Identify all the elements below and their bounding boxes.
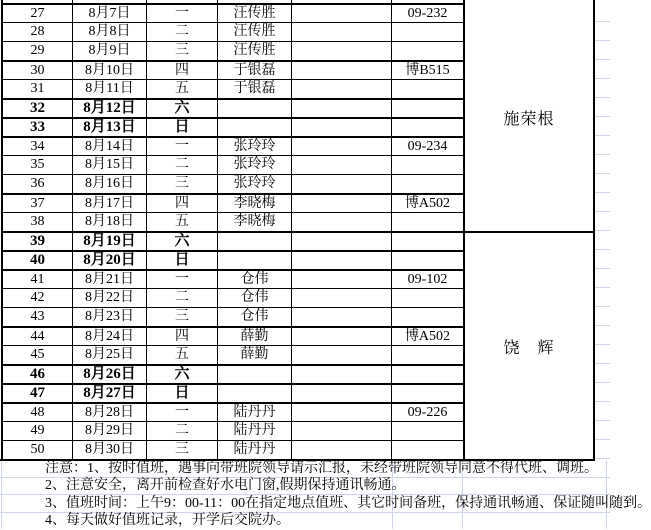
cell-row-number[interactable]: 38 <box>3 213 73 231</box>
table-row <box>3 174 463 193</box>
cell-date[interactable]: 8月25日 <box>73 346 147 364</box>
cell-date[interactable]: 8月17日 <box>73 195 147 212</box>
cell-person[interactable]: 张玲玲 <box>218 156 292 174</box>
cell-date[interactable]: 8月7日 <box>73 5 147 22</box>
cell-room[interactable]: 09-226 <box>392 404 463 421</box>
cell-empty[interactable] <box>292 5 392 22</box>
table-row <box>3 98 463 117</box>
cell-person[interactable]: 汪传胜 <box>218 5 292 22</box>
cell-date[interactable]: 8月18日 <box>73 213 147 231</box>
note-line[interactable]: 注意：1、按时值班，遇事向带班院领导请示汇报，未经带班院领导同意不得代班、调班。 <box>0 460 610 478</box>
cell-weekday[interactable]: 一 <box>147 404 218 421</box>
cell-room[interactable]: 博A502 <box>392 328 463 345</box>
cell-person[interactable]: 张玲玲 <box>218 138 292 155</box>
cell-date[interactable] <box>73 0 147 3</box>
cell-row-number[interactable]: 49 <box>3 422 73 440</box>
cell-empty[interactable] <box>292 23 392 41</box>
cell-date[interactable]: 8月26日 <box>73 366 147 383</box>
cell-date[interactable]: 8月10日 <box>73 62 147 79</box>
cell-empty[interactable] <box>292 100 392 117</box>
table-row <box>3 307 463 326</box>
cell-person[interactable]: 仓伟 <box>218 271 292 288</box>
cell-row-number[interactable]: 47 <box>3 385 73 402</box>
cell-weekday[interactable]: 五 <box>147 213 218 231</box>
cell-row-number[interactable]: 32 <box>3 100 73 117</box>
cell-empty[interactable] <box>292 156 392 174</box>
cell-leader-rao[interactable]: 饶 辉 <box>465 233 593 459</box>
table-row <box>3 212 463 231</box>
cell-row-number[interactable]: 44 <box>3 328 73 345</box>
cell-empty[interactable] <box>292 80 392 98</box>
table-row <box>3 60 463 79</box>
cell-room[interactable] <box>392 80 463 98</box>
cell-empty[interactable] <box>292 422 392 440</box>
cell-row-number[interactable] <box>3 0 73 3</box>
cell-leader-shi[interactable]: 施荣根 <box>465 3 593 231</box>
cell-room[interactable]: 09-232 <box>392 5 463 22</box>
cell-weekday[interactable]: 三 <box>147 308 218 326</box>
cell-room[interactable]: 09-234 <box>392 138 463 155</box>
cell-date[interactable]: 8月23日 <box>73 308 147 326</box>
cell-date[interactable]: 8月27日 <box>73 385 147 402</box>
cell-row-number[interactable]: 27 <box>3 5 73 22</box>
cell-room[interactable]: 博B515 <box>392 62 463 79</box>
cell-empty[interactable] <box>292 195 392 212</box>
cell-room[interactable] <box>392 441 463 459</box>
cell-room[interactable] <box>392 156 463 174</box>
table-row <box>3 364 463 383</box>
cell-weekday[interactable]: 日 <box>147 385 218 402</box>
table-row <box>3 136 463 155</box>
cell-room[interactable] <box>392 346 463 364</box>
cell-person[interactable]: 仓伟 <box>218 289 292 307</box>
notes-section <box>0 460 610 530</box>
cell-room[interactable] <box>392 308 463 326</box>
cell-date[interactable]: 8月22日 <box>73 289 147 307</box>
cell-room[interactable] <box>392 42 463 60</box>
cell-row-number[interactable]: 42 <box>3 289 73 307</box>
cell-person[interactable]: 陆丹丹 <box>218 441 292 459</box>
cell-room[interactable]: 博A502 <box>392 195 463 212</box>
table-row <box>3 3 463 22</box>
cell-date[interactable]: 8月11日 <box>73 80 147 98</box>
cell-date[interactable]: 8月21日 <box>73 271 147 288</box>
cell-weekday[interactable]: 一 <box>147 5 218 22</box>
cell-weekday[interactable]: 四 <box>147 195 218 212</box>
cell-room[interactable] <box>392 385 463 402</box>
cell-weekday[interactable]: 二 <box>147 23 218 41</box>
cell-empty[interactable] <box>292 404 392 421</box>
cell-person[interactable]: 汪传胜 <box>218 23 292 41</box>
cell-date[interactable]: 8月8日 <box>73 23 147 41</box>
cell-empty[interactable] <box>292 233 392 250</box>
cell-row-number[interactable]: 31 <box>3 80 73 98</box>
cell-empty[interactable] <box>292 271 392 288</box>
cell-date[interactable]: 8月12日 <box>73 100 147 117</box>
cell-date[interactable]: 8月9日 <box>73 42 147 60</box>
cell-date[interactable]: 8月19日 <box>73 233 147 250</box>
cell-person[interactable] <box>218 100 292 117</box>
cell-empty[interactable] <box>292 42 392 60</box>
cell-row-number[interactable]: 35 <box>3 156 73 174</box>
cell-row-number[interactable]: 36 <box>3 175 73 193</box>
cell-person[interactable]: 李晓梅 <box>218 213 292 231</box>
cell-empty[interactable] <box>292 62 392 79</box>
cell-room[interactable] <box>392 366 463 383</box>
schedule-table <box>1 0 465 459</box>
cell-weekday[interactable]: 一 <box>147 138 218 155</box>
cell-row-number[interactable]: 37 <box>3 195 73 212</box>
cell-weekday[interactable] <box>147 0 218 3</box>
cell-person[interactable] <box>218 385 292 402</box>
cell-empty[interactable] <box>292 308 392 326</box>
cell-weekday[interactable]: 六 <box>147 366 218 383</box>
cell-row-number[interactable]: 28 <box>3 23 73 41</box>
cell-weekday[interactable]: 三 <box>147 42 218 60</box>
cell-weekday[interactable]: 日 <box>147 119 218 136</box>
cell-room[interactable] <box>392 252 463 269</box>
cell-person[interactable]: 陆丹丹 <box>218 404 292 421</box>
cell-weekday[interactable]: 三 <box>147 441 218 459</box>
cell-row-number[interactable]: 29 <box>3 42 73 60</box>
cell-row-number[interactable]: 33 <box>3 119 73 136</box>
cell-room[interactable]: 09-102 <box>392 271 463 288</box>
table-row <box>3 402 463 421</box>
table-row <box>3 231 463 250</box>
table-row <box>3 440 463 459</box>
cell-weekday[interactable]: 一 <box>147 271 218 288</box>
table-row <box>3 250 463 269</box>
cell-weekday[interactable]: 六 <box>147 233 218 250</box>
cell-empty[interactable] <box>292 0 392 3</box>
cell-person[interactable] <box>218 119 292 136</box>
cell-weekday[interactable]: 五 <box>147 80 218 98</box>
cell-weekday[interactable]: 四 <box>147 62 218 79</box>
cell-room[interactable] <box>392 213 463 231</box>
cell-room[interactable] <box>392 23 463 41</box>
cell-weekday[interactable]: 三 <box>147 175 218 193</box>
cell-person[interactable] <box>218 252 292 269</box>
cell-row-number[interactable]: 43 <box>3 308 73 326</box>
cell-room[interactable] <box>392 0 463 3</box>
leader-column <box>465 0 595 459</box>
cell-room[interactable] <box>392 233 463 250</box>
cell-date[interactable]: 8月14日 <box>73 138 147 155</box>
table-row <box>3 421 463 440</box>
cell-row-number[interactable]: 34 <box>3 138 73 155</box>
cell-row-number[interactable]: 41 <box>3 271 73 288</box>
table-row <box>3 269 463 288</box>
right-margin-gridlines <box>595 3 610 460</box>
cell-room[interactable] <box>392 422 463 440</box>
note-line[interactable]: 2、注意安全，离开前检查好水电门窗,假期保持通讯畅通。 <box>0 478 610 496</box>
cell-date[interactable]: 8月13日 <box>73 119 147 136</box>
cell-row-number[interactable]: 39 <box>3 233 73 250</box>
cell-person[interactable]: 李晓梅 <box>218 195 292 212</box>
cell-room[interactable] <box>392 119 463 136</box>
cell-row-number[interactable]: 40 <box>3 252 73 269</box>
cell-person[interactable]: 陆丹丹 <box>218 422 292 440</box>
cell-date[interactable]: 8月16日 <box>73 175 147 193</box>
cell-room[interactable] <box>392 289 463 307</box>
cell-empty[interactable] <box>292 252 392 269</box>
table-row <box>3 41 463 60</box>
cell-row-number[interactable]: 50 <box>3 441 73 459</box>
table-row <box>3 326 463 345</box>
cell-weekday[interactable]: 六 <box>147 100 218 117</box>
cell-empty[interactable] <box>292 213 392 231</box>
cell-empty[interactable] <box>292 385 392 402</box>
cell-empty[interactable] <box>292 366 392 383</box>
note-line[interactable]: 3、值班时间：上午9：00-11：00在指定地点值班、其它时间备班，保持通讯畅通、保证随叫随到。 <box>0 495 610 513</box>
table-row <box>3 383 463 402</box>
table-row <box>3 345 463 364</box>
cell-person[interactable]: 张玲玲 <box>218 175 292 193</box>
cell-person[interactable] <box>218 0 292 3</box>
cell-person[interactable]: 于银磊 <box>218 80 292 98</box>
cell-empty[interactable] <box>292 175 392 193</box>
cell-row-number[interactable]: 46 <box>3 366 73 383</box>
cell-empty[interactable] <box>292 138 392 155</box>
cell-person[interactable]: 汪传胜 <box>218 42 292 60</box>
table-row <box>3 22 463 41</box>
cell-row-number[interactable]: 30 <box>3 62 73 79</box>
cell-weekday[interactable]: 二 <box>147 422 218 440</box>
cell-empty[interactable] <box>292 441 392 459</box>
cell-row-number[interactable]: 48 <box>3 404 73 421</box>
table-row <box>3 155 463 174</box>
cell-weekday[interactable]: 五 <box>147 346 218 364</box>
cell-date[interactable]: 8月30日 <box>73 441 147 459</box>
cell-empty[interactable] <box>292 119 392 136</box>
cell-weekday[interactable]: 二 <box>147 289 218 307</box>
cell-person[interactable] <box>218 233 292 250</box>
cell-weekday[interactable]: 二 <box>147 156 218 174</box>
table-row <box>3 288 463 307</box>
cell-person[interactable]: 薛勤 <box>218 328 292 345</box>
cell-empty[interactable] <box>292 289 392 307</box>
cell-room[interactable] <box>392 100 463 117</box>
cell-weekday[interactable]: 日 <box>147 252 218 269</box>
cell-weekday[interactable]: 四 <box>147 328 218 345</box>
note-line[interactable]: 4、每天做好值班记录，开学后交院办。 <box>0 513 610 530</box>
table-row <box>3 193 463 212</box>
cell-row-number[interactable]: 45 <box>3 346 73 364</box>
cell-date[interactable]: 8月24日 <box>73 328 147 345</box>
table-row <box>3 117 463 136</box>
cell-empty[interactable] <box>292 328 392 345</box>
cell-date[interactable]: 8月29日 <box>73 422 147 440</box>
cell-empty[interactable] <box>292 346 392 364</box>
cell-date[interactable]: 8月15日 <box>73 156 147 174</box>
cell-person[interactable]: 仓伟 <box>218 308 292 326</box>
cell-date[interactable]: 8月20日 <box>73 252 147 269</box>
cell-person[interactable]: 薛勤 <box>218 346 292 364</box>
table-row <box>3 79 463 98</box>
cell-date[interactable]: 8月28日 <box>73 404 147 421</box>
cell-room[interactable] <box>392 175 463 193</box>
cell-person[interactable] <box>218 366 292 383</box>
cell-person[interactable]: 于银磊 <box>218 62 292 79</box>
table-row <box>3 0 463 3</box>
